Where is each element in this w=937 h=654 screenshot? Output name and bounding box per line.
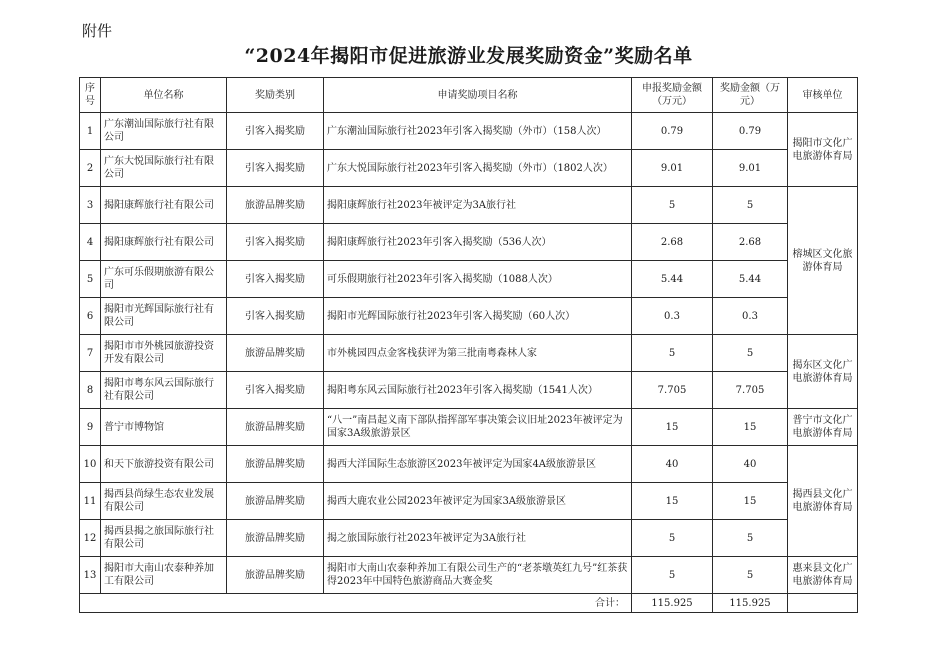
- cell-awarded: 15: [713, 409, 788, 446]
- award-list-table: [79, 77, 858, 613]
- total-applied: 115.925: [632, 594, 713, 613]
- cell-project: 揭阳市光辉国际旅行社2023年引客入揭奖励（60人次）: [324, 298, 632, 335]
- cell-applied: 9.01: [632, 150, 713, 187]
- cell-category: 旅游品牌奖励: [227, 409, 324, 446]
- cell-unit: 揭阳市光辉国际旅行社有限公司: [101, 298, 227, 335]
- header-project: 申请奖励项目名称: [324, 78, 632, 113]
- cell-project: 可乐假期旅行社2023年引客入揭奖励（1088人次）: [324, 261, 632, 298]
- cell-project: 市外桃园四点金客栈获评为第三批南粤森林人家: [324, 335, 632, 372]
- cell-unit: 揭阳市粤东风云国际旅行社有限公司: [101, 372, 227, 409]
- cell-no: 13: [80, 557, 101, 594]
- cell-unit: 揭阳市大南山农泰种养加工有限公司: [101, 557, 227, 594]
- cell-reviewer: 普宁市文化广电旅游体育局: [788, 409, 858, 446]
- table-row: [80, 187, 858, 224]
- cell-category: 引客入揭奖励: [227, 150, 324, 187]
- cell-applied: 5: [632, 187, 713, 224]
- cell-applied: 0.79: [632, 113, 713, 150]
- cell-awarded: 0.79: [713, 113, 788, 150]
- cell-awarded: 5: [713, 557, 788, 594]
- total-row: [80, 594, 858, 613]
- table-row: [80, 372, 858, 409]
- cell-category: 引客入揭奖励: [227, 224, 324, 261]
- cell-awarded: 40: [713, 446, 788, 483]
- cell-no: 11: [80, 483, 101, 520]
- cell-project: 揭阳市大南山农泰种养加工有限公司生产的“老茶墩英红九号”红茶获得2023年中国特色旅游商品大赛金奖: [324, 557, 632, 594]
- cell-no: 7: [80, 335, 101, 372]
- cell-awarded: 2.68: [713, 224, 788, 261]
- cell-project: 揭西大洋国际生态旅游区2023年被评定为国家4A级旅游景区: [324, 446, 632, 483]
- cell-unit: 广东可乐假期旅游有限公司: [101, 261, 227, 298]
- header-unit: 单位名称: [101, 78, 227, 113]
- total-awarded: 115.925: [713, 594, 788, 613]
- table-row: [80, 409, 858, 446]
- cell-reviewer: 揭阳市文化广电旅游体育局: [788, 113, 858, 187]
- cell-project: 揭阳粤东风云国际旅行社2023年引客入揭奖励（1541人次）: [324, 372, 632, 409]
- header-reviewer: 审核单位: [788, 78, 858, 113]
- table-row: [80, 113, 858, 150]
- cell-reviewer: 榕城区文化旅游体育局: [788, 187, 858, 335]
- header-no: 序号: [80, 78, 101, 113]
- cell-unit: 广东潮汕国际旅行社有限公司: [101, 113, 227, 150]
- cell-project: 揭阳康辉旅行社2023年引客入揭奖励（536人次）: [324, 224, 632, 261]
- cell-category: 引客入揭奖励: [227, 261, 324, 298]
- cell-no: 8: [80, 372, 101, 409]
- cell-reviewer: 揭西县文化广电旅游体育局: [788, 446, 858, 557]
- cell-applied: 15: [632, 409, 713, 446]
- cell-reviewer: 揭东区文化广电旅游体育局: [788, 335, 858, 409]
- header-awarded-amount: 奖励金额（万元）: [713, 78, 788, 113]
- cell-unit: 揭阳康辉旅行社有限公司: [101, 224, 227, 261]
- cell-awarded: 5: [713, 335, 788, 372]
- table-row: [80, 520, 858, 557]
- cell-no: 4: [80, 224, 101, 261]
- cell-applied: 15: [632, 483, 713, 520]
- cell-unit: 广东大悦国际旅行社有限公司: [101, 150, 227, 187]
- cell-no: 6: [80, 298, 101, 335]
- cell-category: 引客入揭奖励: [227, 113, 324, 150]
- cell-awarded: 5.44: [713, 261, 788, 298]
- cell-category: 旅游品牌奖励: [227, 520, 324, 557]
- cell-no: 12: [80, 520, 101, 557]
- cell-applied: 5: [632, 520, 713, 557]
- cell-category: 引客入揭奖励: [227, 372, 324, 409]
- total-label: 合计：: [80, 594, 632, 613]
- table-header-row: [80, 78, 858, 113]
- cell-applied: 5: [632, 557, 713, 594]
- cell-awarded: 15: [713, 483, 788, 520]
- cell-applied: 5.44: [632, 261, 713, 298]
- cell-project: 揭西大鹿农业公园2023年被评定为国家3A级旅游景区: [324, 483, 632, 520]
- cell-unit: 揭阳康辉旅行社有限公司: [101, 187, 227, 224]
- cell-no: 9: [80, 409, 101, 446]
- cell-awarded: 5: [713, 187, 788, 224]
- cell-unit: 揭西县尚绿生态农业发展有限公司: [101, 483, 227, 520]
- cell-reviewer: 惠来县文化广电旅游体育局: [788, 557, 858, 594]
- cell-project: 广东大悦国际旅行社2023年引客入揭奖励（外市）（1802人次）: [324, 150, 632, 187]
- cell-project: “八一”南昌起义南下部队指挥部军事决策会议旧址2023年被评定为国家3A级旅游景区: [324, 409, 632, 446]
- table-row: [80, 557, 858, 594]
- cell-no: 5: [80, 261, 101, 298]
- header-applied-amount: 申报奖励金额（万元）: [632, 78, 713, 113]
- cell-unit: 揭西县揭之旅国际旅行社有限公司: [101, 520, 227, 557]
- table-row: [80, 446, 858, 483]
- table-row: [80, 483, 858, 520]
- cell-unit: 揭阳市市外桃园旅游投资开发有限公司: [101, 335, 227, 372]
- cell-applied: 40: [632, 446, 713, 483]
- document-title: “2024年揭阳市促进旅游业发展奖励资金”奖励名单: [244, 45, 693, 67]
- cell-applied: 7.705: [632, 372, 713, 409]
- cell-project: 揭之旅国际旅行社2023年被评定为3A旅行社: [324, 520, 632, 557]
- cell-awarded: 0.3: [713, 298, 788, 335]
- cell-awarded: 7.705: [713, 372, 788, 409]
- table-row: [80, 261, 858, 298]
- total-empty-cell: [788, 594, 858, 613]
- cell-unit: 和天下旅游投资有限公司: [101, 446, 227, 483]
- attachment-label: 附件: [82, 22, 113, 40]
- cell-project: 揭阳康辉旅行社2023年被评定为3A旅行社: [324, 187, 632, 224]
- cell-applied: 5: [632, 335, 713, 372]
- cell-category: 旅游品牌奖励: [227, 187, 324, 224]
- cell-no: 2: [80, 150, 101, 187]
- cell-category: 旅游品牌奖励: [227, 483, 324, 520]
- cell-category: 引客入揭奖励: [227, 298, 324, 335]
- cell-category: 旅游品牌奖励: [227, 335, 324, 372]
- cell-category: 旅游品牌奖励: [227, 557, 324, 594]
- cell-no: 3: [80, 187, 101, 224]
- cell-applied: 2.68: [632, 224, 713, 261]
- table-row: [80, 335, 858, 372]
- cell-applied: 0.3: [632, 298, 713, 335]
- table-row: [80, 224, 858, 261]
- table-row: [80, 150, 858, 187]
- table-row: [80, 298, 858, 335]
- cell-awarded: 9.01: [713, 150, 788, 187]
- cell-project: 广东潮汕国际旅行社2023年引客入揭奖励（外市）（158人次）: [324, 113, 632, 150]
- cell-no: 1: [80, 113, 101, 150]
- cell-awarded: 5: [713, 520, 788, 557]
- header-category: 奖励类别: [227, 78, 324, 113]
- cell-category: 旅游品牌奖励: [227, 446, 324, 483]
- cell-no: 10: [80, 446, 101, 483]
- cell-unit: 普宁市博物馆: [101, 409, 227, 446]
